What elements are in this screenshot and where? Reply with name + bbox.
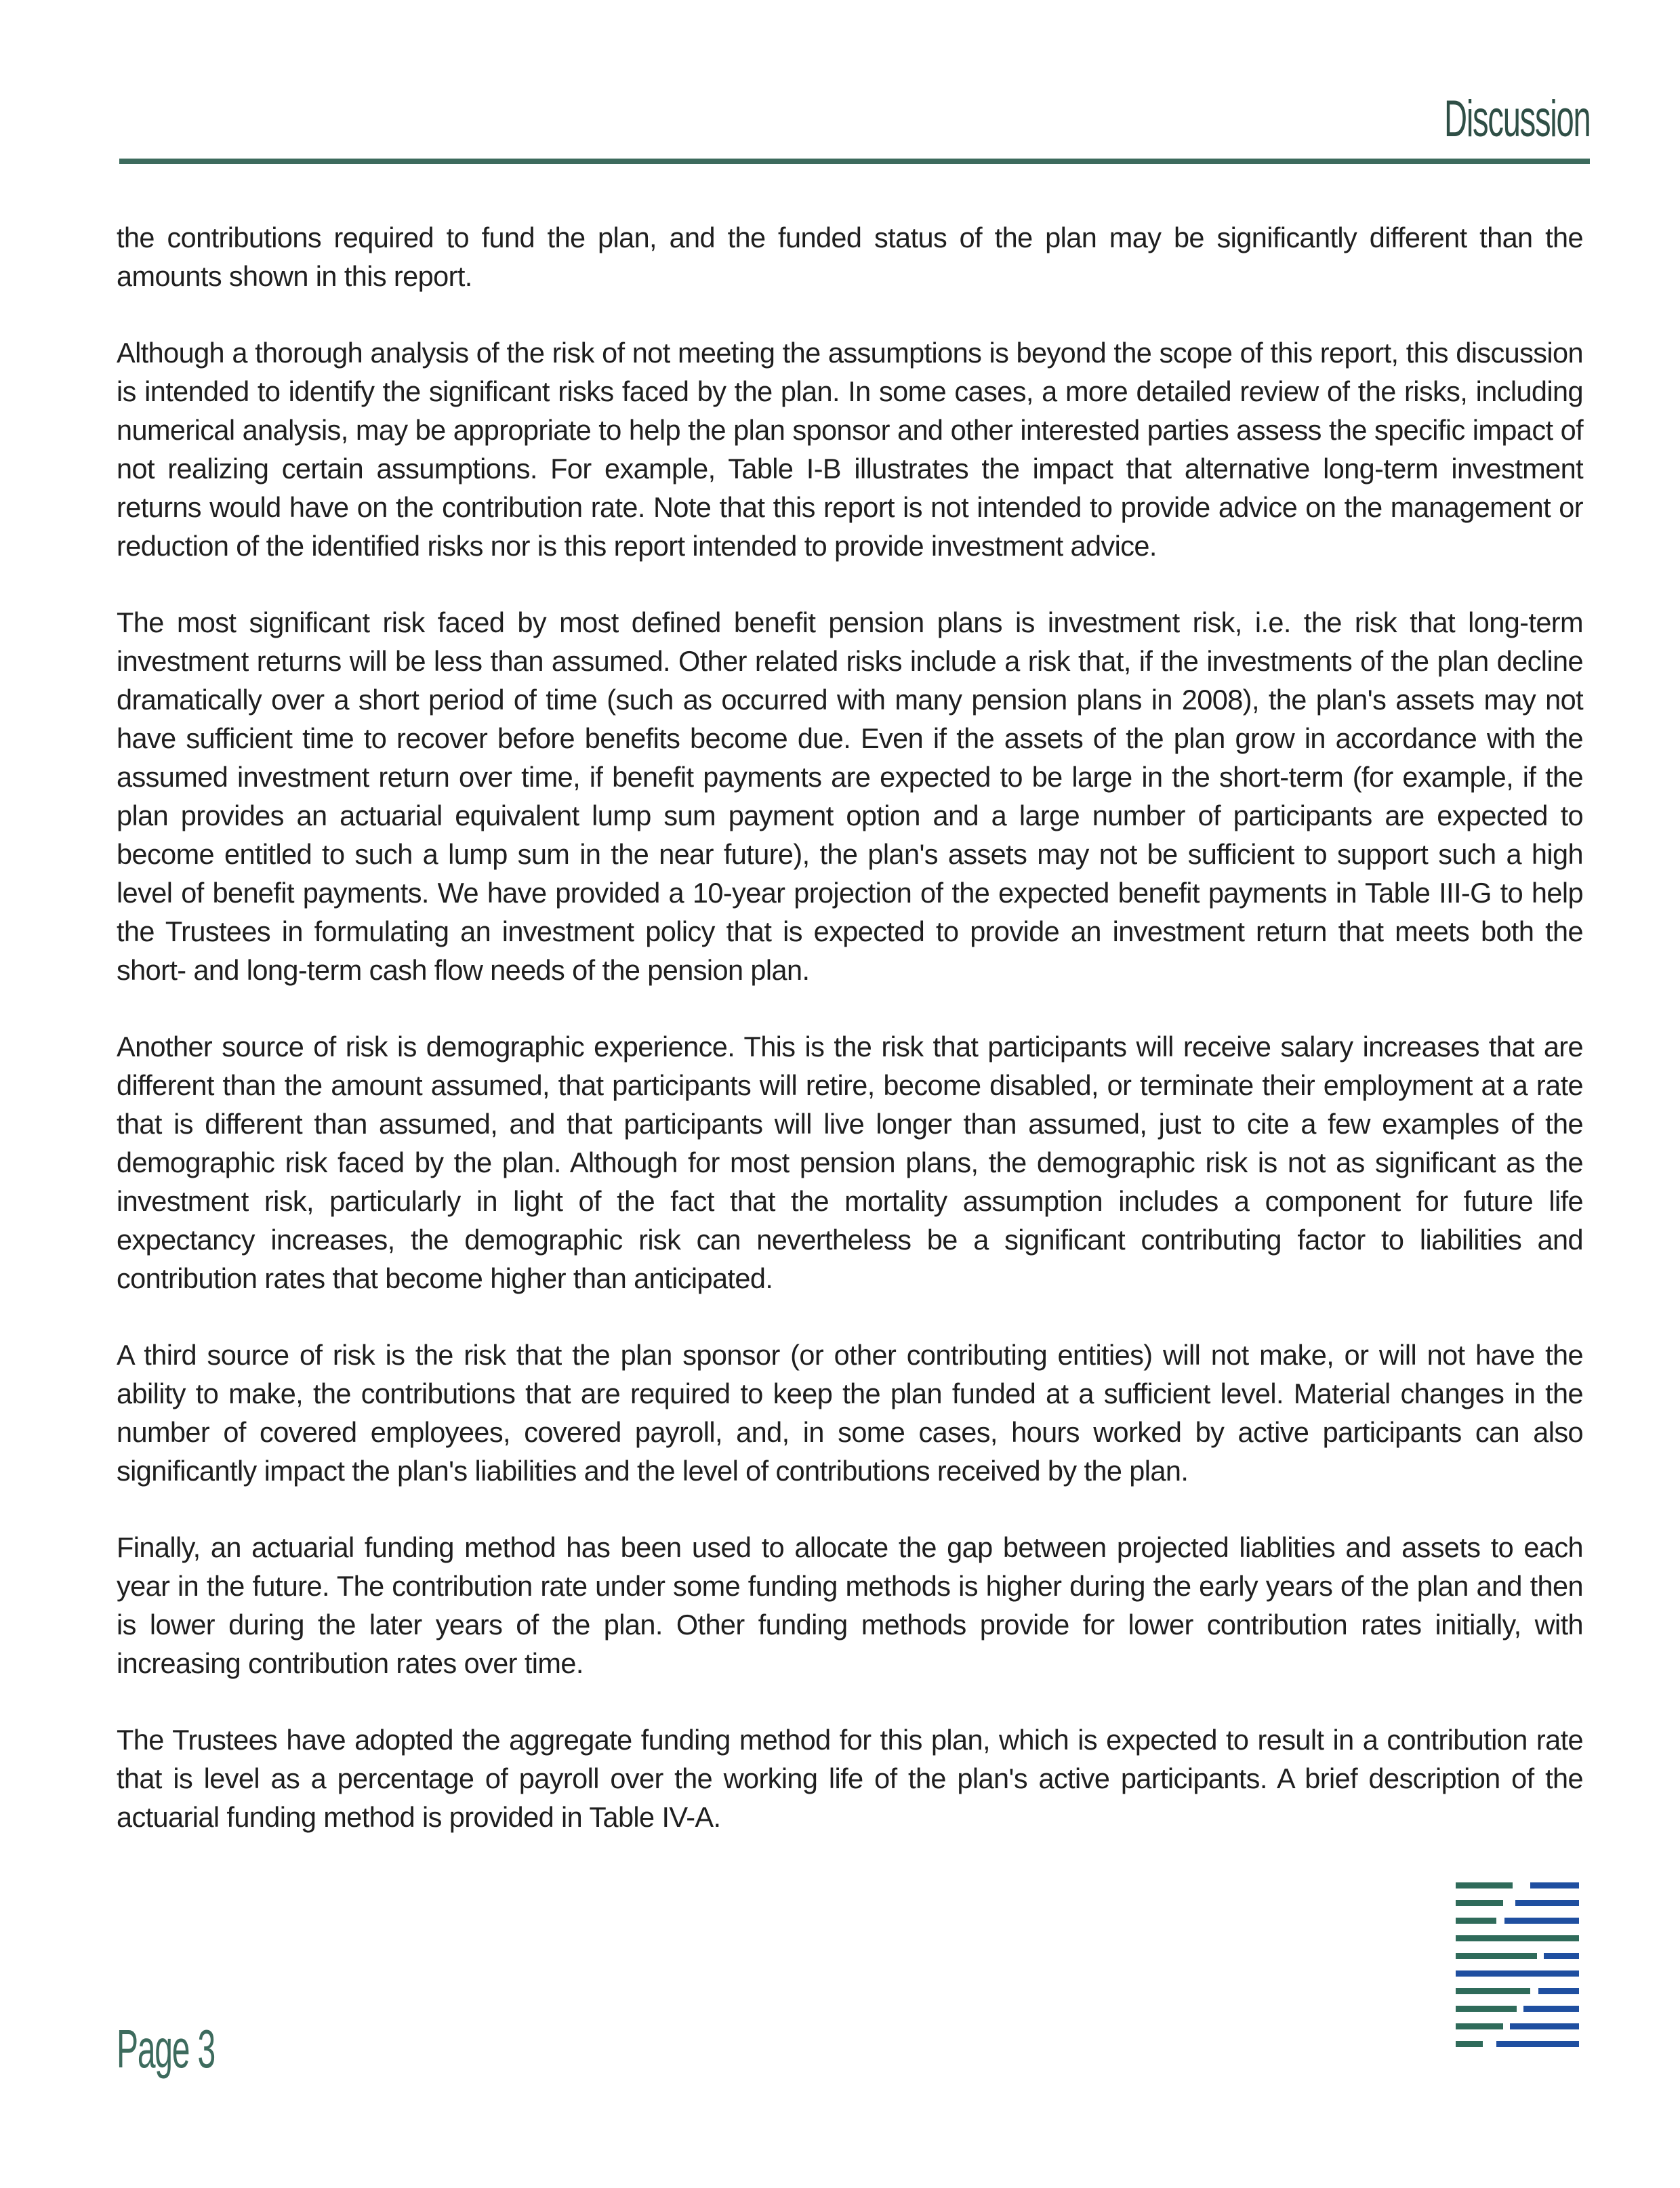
paragraph: The Trustees have adopted the aggregate funding method for this plan, which is expected to result in a contribution rate that is level as a percentage of payroll over the working life of the plan's active participants. A brief description of the actuarial funding method is provided in Table IV-A. (117, 1724, 1583, 1833)
document-body (117, 218, 1583, 1874)
paragraph: Finally, an actuarial funding method has been used to allocate the gap between projected liablities and assets to each year in the future. The contribution rate under some funding methods is higher during the early years of the plan and then is lower during the later years of the plan. Other funding methods provide for lower contribution rates initially, with increasing contribution rates over time. (117, 1531, 1583, 1679)
paragraph: The most significant risk faced by most defined benefit pension plans is investment risk, i.e. the risk that long-term investment returns will be less than assumed. Other related risks include a risk that, if the investments of the plan decline dramatically over a short period of time (such as occurred with many pension plans in 2008), the plan's assets may not have sufficient time to recover before benefits become due. Even if the assets of the plan grow in accordance with the assumed investment return over time, if benefit payments are expected to be large in the short-term (for example, if the plan provides an actuarial equivalent lump sum payment option and a large number of participants are expected to become entitled to such a lump sum in the near future), the plan's assets may not be sufficient to support such a high level of benefit payments. We have provided a 10-year projection of the expected benefit payments in Table III-G to help the Trustees in formulating an investment policy that is expected to provide an investment return that meets both the short- and long-term cash flow needs of the pension plan. (117, 606, 1583, 986)
page-number: Page 3 (117, 2019, 215, 2079)
stripe-logo-icon (1456, 1882, 1579, 2056)
section-title: Discussion (1443, 90, 1590, 148)
page-header (119, 81, 1590, 164)
header-divider (119, 159, 1590, 164)
paragraph: Although a thorough analysis of the risk of not meeting the assumptions is beyond the scope of this report, this discussion is intended to identify the significant risks faced by the plan. In some cases, a more detailed review of the risks, including numerical analysis, may be appropriate to help the plan sponsor and other interested parties assess the specific impact of not realizing certain assumptions. For example, Table I-B illustrates the impact that alternative long-term investment returns would have on the contribution rate. Note that this report is not intended to provide advice on the management or reduction of the identified risks nor is this report intended to provide investment advice. (117, 337, 1583, 562)
paragraph: the contributions required to fund the plan, and the funded status of the plan may be significantly different than the amounts shown in this report. (117, 222, 1583, 292)
paragraph: A third source of risk is the risk that the plan sponsor (or other contributing entities) will not make, or will not have the ability to make, the contributions that are required to keep the plan funded at a sufficient level. Material changes in the number of covered employees, covered payroll, and, in some cases, hours worked by active participants can also significantly impact the plan's liabilities and the level of contributions received by the plan. (117, 1339, 1583, 1487)
paragraph: Another source of risk is demographic experience. This is the risk that participants will receive salary increases that are different than the amount assumed, that participants will retire, become disabled, or terminate their employment at a rate that is different than assumed, and that participants will live longer than assumed, just to cite a few examples of the demographic risk faced by the plan. Although for most pension plans, the demographic risk is not as significant as the investment risk, particularly in light of the fact that the mortality assumption includes a component for future life expectancy increases, the demographic risk can nevertheless be a significant contributing factor to liabilities and contribution rates that become higher than anticipated. (117, 1031, 1583, 1294)
